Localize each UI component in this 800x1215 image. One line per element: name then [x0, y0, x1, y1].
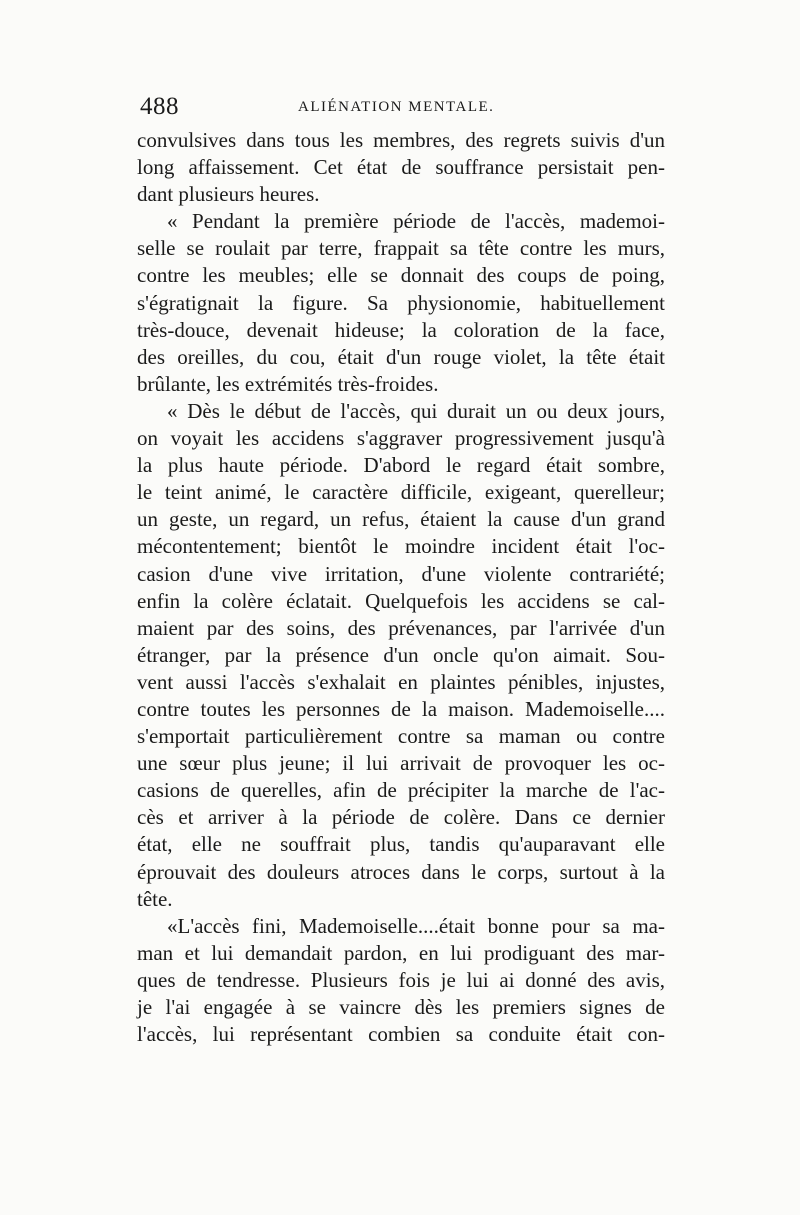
running-head: [136, 92, 666, 122]
text-line: très-douce, devenait hideuse; la coloration de la face,: [137, 317, 665, 342]
text-line: contre toutes les personnes de la maison. Mademoiselle....: [137, 696, 665, 721]
text-line: étranger, par la présence d'un oncle qu'on aimait. Sou-: [137, 642, 665, 667]
text-line: mécontentement; bientôt le moindre incident était l'oc-: [137, 534, 665, 559]
text-line: maient par des soins, des prévenances, par l'arrivée d'un: [137, 615, 665, 640]
text-line: convulsives dans tous les membres, des regrets suivis d'un: [137, 128, 665, 152]
text-line: man et lui demandait pardon, en lui prodiguant des mar-: [137, 940, 665, 965]
text-line: des oreilles, du cou, était d'un rouge violet, la tête était: [137, 344, 665, 369]
text-line: contre les meubles; elle se donnait des coups de poing,: [137, 263, 665, 288]
text-line: s'emportait particulièrement contre sa maman ou contre: [137, 724, 665, 749]
text-line: enfin la colère éclatait. Quelquefois les accidens se cal-: [137, 588, 665, 613]
text-line: état, elle ne souffrait plus, tandis qu'auparavant elle: [137, 832, 665, 857]
text-line: casions de querelles, afin de précipiter la marche de l'ac-: [137, 778, 665, 803]
body-text: [137, 127, 665, 1048]
text-line: long affaissement. Cet état de souffrance persistait pen-: [137, 155, 665, 180]
text-line: tête.: [137, 886, 173, 911]
text-line: le teint animé, le caractère difficile, exigeant, querelleur;: [137, 480, 665, 505]
text-line: ques de tendresse. Plusieurs fois je lui ai donné des avis,: [137, 967, 665, 992]
running-title: ALIÉNATION MENTALE.: [298, 99, 495, 115]
text-line: s'égratignait la figure. Sa physionomie, habituellement: [137, 290, 665, 315]
text-line: brûlante, les extrémités très-froides.: [137, 371, 439, 396]
text-line: « Pendant la première période de l'accès, mademoi-: [167, 209, 665, 234]
text-line: «L'accès fini, Mademoiselle....était bonne pour sa ma-: [167, 913, 665, 938]
text-line: « Dès le début de l'accès, qui durait un ou deux jours,: [167, 398, 665, 423]
text-line: casion d'une vive irritation, d'une violente contrariété;: [137, 561, 665, 586]
text-line: je l'ai engagée à se vaincre dès les premiers signes de: [137, 995, 665, 1019]
text-line: l'accès, lui représentant combien sa conduite était con-: [137, 1022, 665, 1047]
page-number: 488: [140, 93, 179, 120]
text-line: un geste, un regard, un refus, étaient la cause d'un grand: [137, 507, 665, 532]
text-line: vent aussi l'accès s'exhalait en plaintes pénibles, injustes,: [137, 669, 665, 694]
text-line: selle se roulait par terre, frappait sa tête contre les murs,: [137, 236, 665, 261]
text-line: on voyait les accidens s'aggraver progressivement jusqu'à: [137, 426, 665, 451]
text-line: la plus haute période. D'abord le regard était sombre,: [137, 453, 665, 478]
text-line: une sœur plus jeune; il lui arrivait de provoquer les oc-: [137, 751, 665, 776]
text-line: cès et arriver à la période de colère. Dans ce dernier: [137, 805, 665, 830]
text-line: éprouvait des douleurs atroces dans le corps, surtout à la: [137, 859, 665, 884]
text-line: dant plusieurs heures.: [137, 182, 320, 207]
